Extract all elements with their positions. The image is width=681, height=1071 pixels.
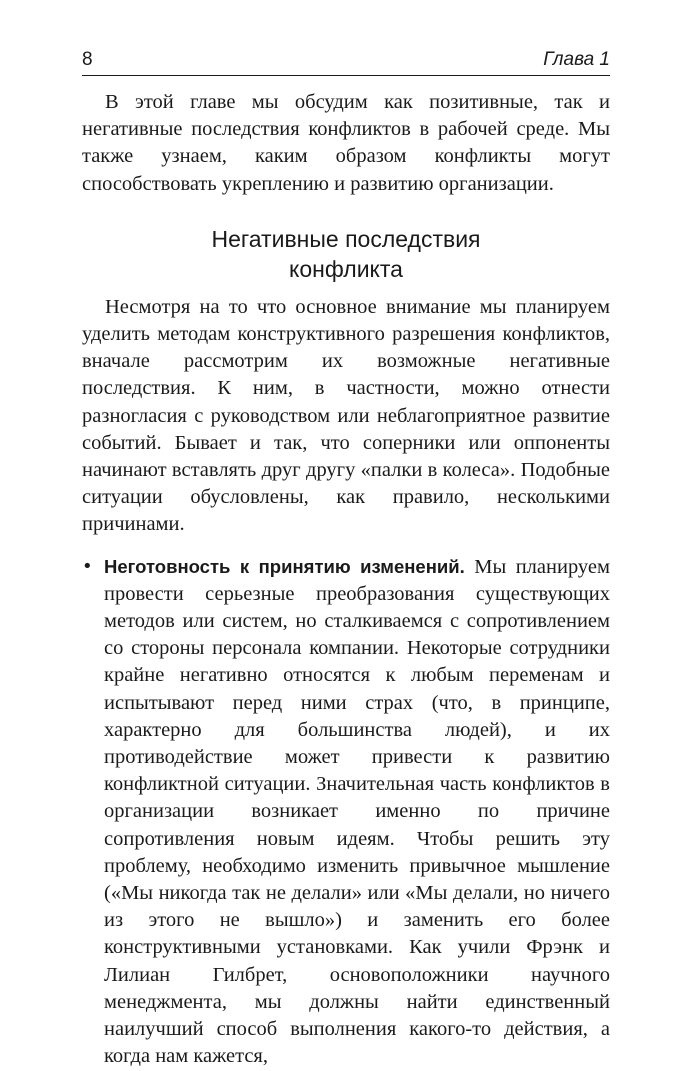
section-paragraph: Несмотря на то что основное внимание мы планируем уделить методам конструктивного разрешения конфликтов, вначале рассмотрим их возможные негативные последствия. К ним, в частности, можно отнести разногласия с руководством или неблагоприятное развитие событий. Бывает и так, что соперники или оппоненты начинают вставлять друг другу «палки в колеса». Подобные ситуации обусловлены, как правило, несколькими причинами.	[82, 295, 610, 536]
bullet-icon: •	[82, 555, 93, 577]
bullet-body: Мы планируем провести серьезные преобразования существующих методов или систем, но сталкиваемся с сопротивлением со стороны персонала компании. Некоторые сотрудники крайне негативно относятся к любым переменам и испытывают перед ними страх (что, в принципе, характерно для большинства людей), и их противодействие может привести к развитию конфликтной ситуации. Значительная часть конфликтов в организации возникает именно по причине сопротивления новым идеям. Чтобы решить эту проблему, необходимо изменить привычное мышление («Мы никогда так не делали» или «Мы делали, но ничего из этого не вышло») и заменить его более конструктивными установками. Как учили Фрэнк и Лилиан Гилбрет, основоположники научного менеджмента, мы должны найти единственный наилучший способ выполнения какого-то действия, а когда нам кажется,	[104, 555, 610, 1068]
bullet-lead: Неготовность к принятию изменений.	[104, 555, 465, 577]
section-heading-line-1: Негативные последствия	[211, 225, 481, 252]
page-number: 8	[82, 49, 93, 70]
bullet-text	[104, 553, 610, 1071]
chapter-label: Глава 1	[543, 49, 610, 70]
book-page	[82, 48, 610, 1071]
intro-paragraph: В этой главе мы обсудим как позитивные, так и негативные последствия конфликтов в рабочей среде. Мы также узнаем, каким образом конфликты могут способствовать укреплению и развитию организации.	[82, 91, 610, 195]
section-heading	[82, 224, 610, 284]
section-heading-line-2: конфликта	[289, 255, 403, 282]
running-header	[82, 48, 610, 76]
bullet-item	[82, 553, 610, 1071]
bullet-list	[82, 553, 610, 1071]
